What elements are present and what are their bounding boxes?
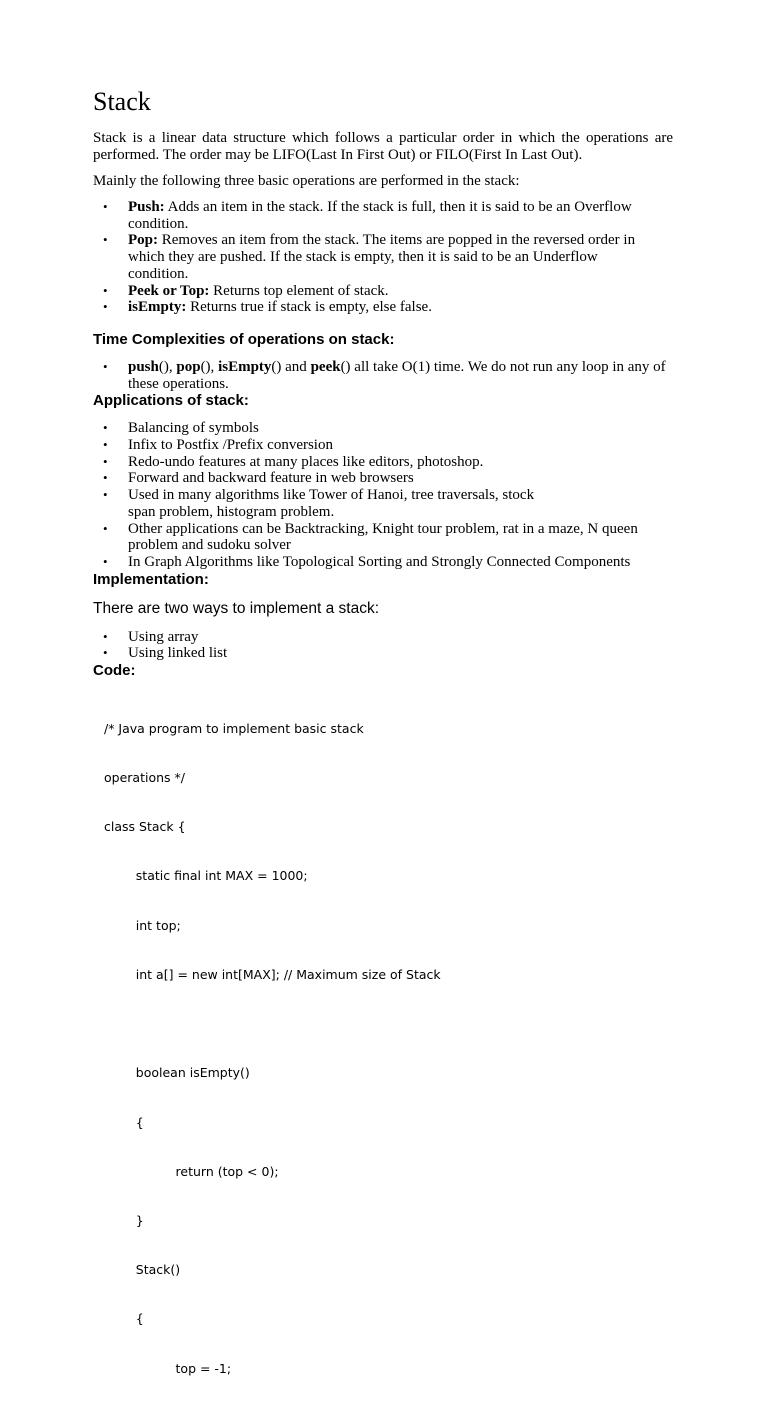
list-item: • Forward and backward feature in web browsers (93, 470, 638, 487)
list-item: • Using array (93, 629, 673, 646)
list-item: • Peek or Top: Returns top element of stack. (93, 283, 653, 300)
code-line: static final int MAX = 1000; (104, 868, 308, 884)
code-heading: Code: (93, 662, 136, 680)
intro-paragraph: Stack is a linear data structure which follows a particular order in which the operations are performed. The order may be LIFO(Last In First Out) or FILO(First In Last Out). (93, 130, 673, 163)
code-block (93, 688, 673, 1410)
code-line: return (top < 0); (104, 1163, 279, 1179)
applications-heading: Applications of stack: (93, 392, 249, 410)
list-item: • push(), pop(), isEmpty() and peek() all take O(1) time. We do not run any loop in any of these operations. (93, 359, 673, 392)
code-line: class Stack { (104, 819, 186, 835)
list-item: • Infix to Postfix /Prefix conversion (93, 437, 638, 454)
list-item: • Using linked list (93, 645, 673, 662)
code-line: top = -1; (104, 1360, 232, 1376)
list-item: • Balancing of symbols (93, 420, 638, 437)
operations-list (93, 199, 653, 316)
code-line: boolean isEmpty() (104, 1065, 250, 1081)
code-line: operations */ (104, 770, 185, 786)
list-item: • Push: Adds an item in the stack. If the stack is full, then it is said to be an Overflow condition. (93, 199, 653, 232)
list-item: • Other applications can be Backtracking, Knight tour problem, rat in a maze, N queen problem and sudoku solver (93, 521, 638, 554)
code-line: { (104, 1114, 144, 1130)
code-line: int a[] = new int[MAX]; // Maximum size of Stack (104, 966, 441, 982)
applications-list (93, 420, 638, 570)
implementation-intro: There are two ways to implement a stack: (93, 599, 380, 617)
implementation-heading: Implementation: (93, 570, 209, 588)
code-line: } (104, 1212, 144, 1228)
page-title: Stack (93, 87, 151, 116)
list-item: • Used in many algorithms like Tower of Hanoi, tree traversals, stock span problem, histogram problem. (93, 487, 638, 520)
code-line: int top; (104, 917, 181, 933)
list-item: • Redo-undo features at many places like editors, photoshop. (93, 454, 638, 471)
document-page (93, 86, 673, 1410)
code-line: /* Java program to implement basic stack (104, 720, 364, 736)
operations-intro: Mainly the following three basic operations are performed in the stack: (93, 173, 520, 189)
list-item: • isEmpty: Returns true if stack is empty, else false. (93, 299, 653, 316)
complexity-list (93, 359, 673, 392)
implementation-list (93, 629, 673, 662)
code-line: { (104, 1311, 144, 1327)
code-line: Stack() (104, 1262, 181, 1278)
complexity-heading: Time Complexities of operations on stack: (93, 330, 395, 348)
list-item: • Pop: Removes an item from the stack. The items are popped in the reversed order in which they are pushed. If the stack is empty, then it is said to be an Underflow condition. (93, 232, 653, 282)
list-item: • In Graph Algorithms like Topological Sorting and Strongly Connected Components (93, 554, 688, 571)
code-line (104, 1016, 673, 1032)
